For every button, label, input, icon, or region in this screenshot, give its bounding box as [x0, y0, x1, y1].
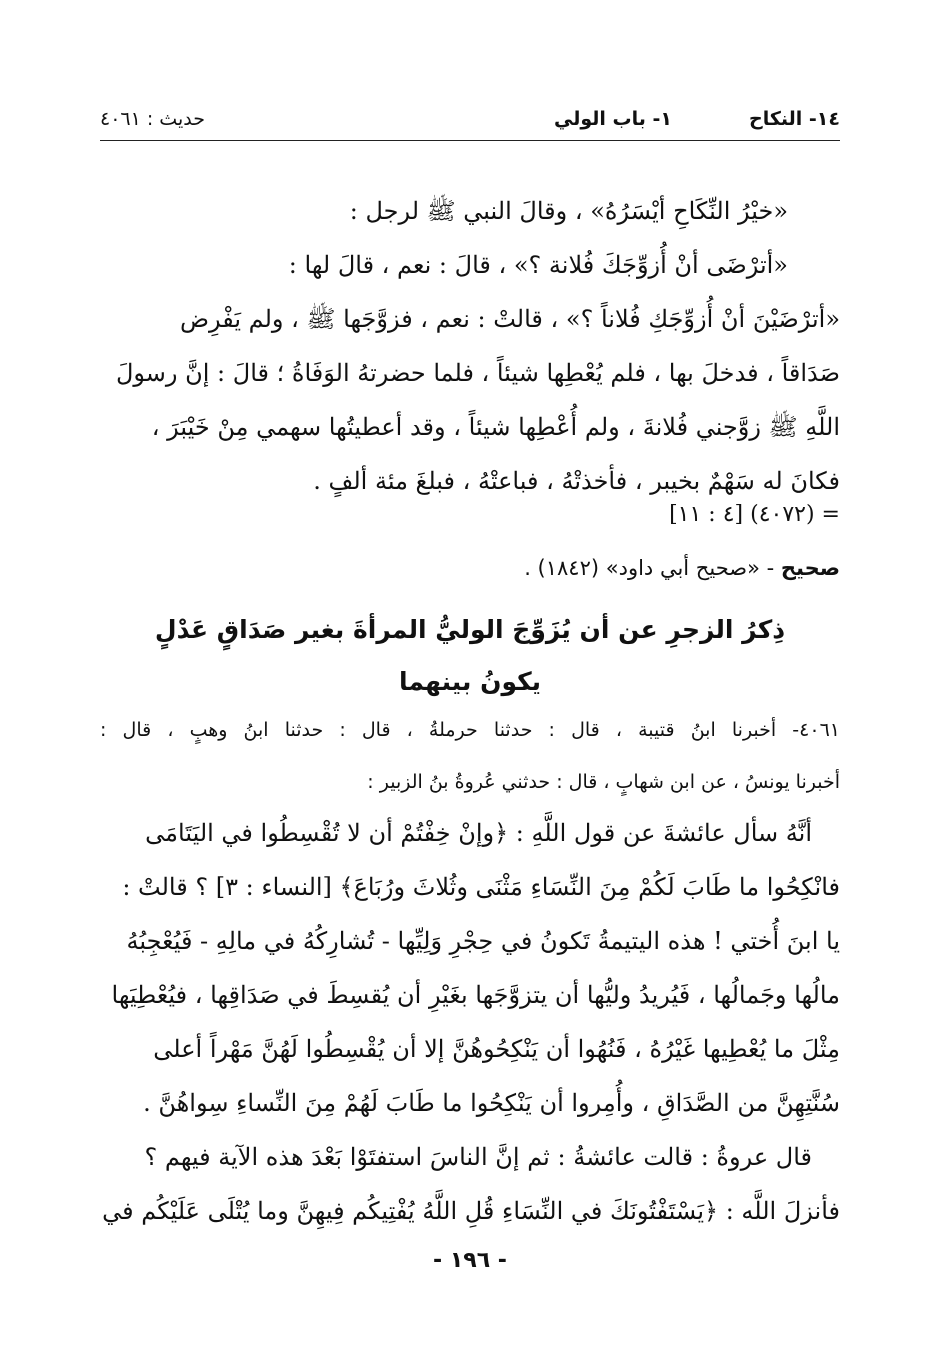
text-line: فانْكِحُوا ما طَابَ لَكُمْ مِنَ النِّسَاءِ مَثْنَى وثُلاثَ ورُبَاعَ﴾ [النساء : ٣] ؟ قالتْ :	[122, 873, 840, 901]
book-page	[100, 0, 840, 1370]
text-line: يا ابنَ أُختي ! هذه اليتيمةُ تَكونُ في حِجْرِ وَلِيِّها - تُشارِكُهُ في مالِهِ - فَيُعْجِبُهُ	[126, 927, 840, 955]
hadith-grade	[100, 556, 840, 580]
text-line: قال عروةُ : قالت عائشةُ : ثم إنَّ الناسَ استفتَوْا بَعْدَ هذه الآية فيهم ؟	[144, 1143, 812, 1171]
running-header	[100, 104, 840, 141]
header-hadith-number: حديث : ٤٠٦١	[100, 108, 205, 130]
hadith-text-previous	[100, 184, 840, 508]
isnad-line: أخبرنا يونسُ ، عن ابن شهابٍ ، قال : حدثني عُروةُ بنُ الزبير :	[367, 771, 840, 793]
chapter-heading	[100, 604, 840, 708]
hadith-text-main	[100, 806, 840, 1238]
header-section: ١- باب الولي	[553, 108, 672, 130]
text-line: أنَّهُ سأل عائشةَ عن قول اللَّهِ : ﴿وإنْ خِفْتُمْ أن لا تُقْسِطُوا في اليَتَامَى	[145, 819, 812, 847]
text-line: صَدَاقاً ، فدخلَ بها ، فلم يُعْطِها شيئاً ، فلما حضرتهُ الوَفَاةُ ؛ قالَ : إنَّ رسولَ	[115, 359, 840, 387]
text-line: «خيْرُ النِّكَاحِ أيْسَرُهُ» ، وقالَ النبي ﷺ لرجل :	[349, 197, 788, 225]
text-line: اللَّهِ ﷺ زوَّجني فُلانةَ ، ولم أُعْطِها شيئاً ، وقد أعطيتُها سهمي مِنْ خَيْبَرَ ،	[151, 413, 840, 441]
chapter-heading-line-1: ذِكرُ الزجرِ عن أن يُزَوِّجَ الوليُّ المرأةَ بغير صَدَاقٍ عَدْلٍ	[154, 615, 786, 644]
isnad-chain	[100, 704, 840, 808]
cross-reference: = (٤٠٧٢) [٤ : ١١]	[669, 502, 840, 527]
header-chapter: ١٤- النكاح	[749, 108, 840, 130]
text-line: مالُها وجَمالُها ، فَيُريدُ وليُّها أن يتزوَّجَها بغَيْرِ أن يُقسِطَ في صَدَاقِها ، فيُعْطِيَها	[111, 981, 840, 1009]
chapter-heading-line-2: يكونُ بينهما	[398, 667, 542, 696]
grade-source: - «صحيح أبي داود» (١٨٤٢) .	[524, 556, 781, 580]
grade-label: صحيح	[780, 556, 840, 580]
page-number: - ١٩٦ -	[433, 1248, 507, 1273]
text-line: فكانَ له سَهْمٌ بخيبر ، فأخذتْهُ ، فباعتْهُ ، فبلغَ مئة ألفٍ .	[313, 467, 840, 495]
text-line: «أترْضَيْنَ أنْ أُزوِّجَكِ فُلاناً ؟» ، قالتْ : نعم ، فزوَّجَها ﷺ ، ولم يَفْرِض	[179, 305, 840, 333]
text-line: مِثْلَ ما يُعْطِيها غَيْرُهُ ، فَنُهُوا أن يَنْكِحُوهُنَّ إلا أن يُقْسِطُوا لَهُنَّ مَهْراً أعلى	[153, 1035, 840, 1063]
isnad-line: ٤٠٦١- أخبرنا ابنُ قتيبة ، قال : حدثنا حرملةُ ، قال : حدثنا ابنُ وهبٍ ، قال :	[100, 719, 840, 741]
text-line: «أترْضَى أنْ أُزوِّجَكَ فُلانة ؟» ، قالَ : نعم ، قالَ لها :	[288, 251, 788, 279]
text-line: فأنزلَ اللَّه : ﴿يَسْتَفْتُونَكَ في النِّسَاءِ قُلِ اللَّهُ يُفْتِيكُم فِيهِنَّ وما يُتْلَى عَلَيْكُم في	[102, 1197, 840, 1225]
text-line: سُنَّتِهِنَّ من الصَّدَاقِ ، وأُمِروا أن يَنْكِحُوا ما طَابَ لَهُمْ مِنَ النِّساءِ سِواهُنَّ .	[143, 1089, 840, 1117]
